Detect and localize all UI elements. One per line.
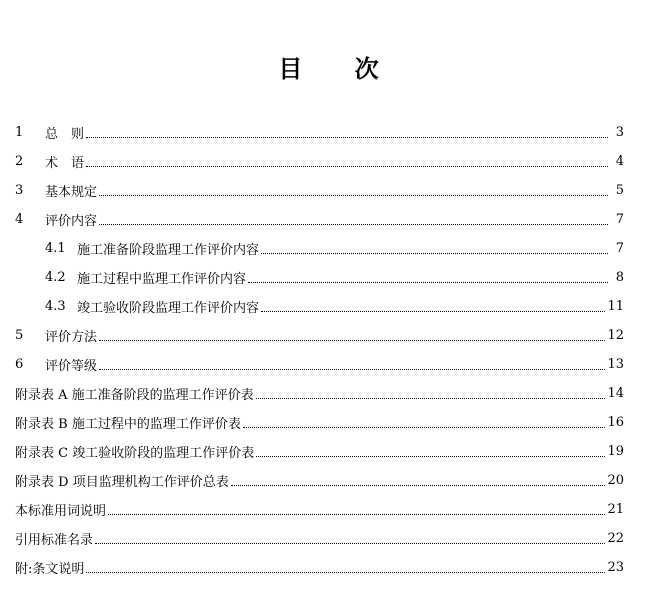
toc-entry-wording[interactable] xyxy=(0,495,657,524)
table-of-contents xyxy=(0,118,657,582)
toc-entry-label: 总 则 xyxy=(45,127,85,142)
toc-entry-number: 2 xyxy=(15,154,24,169)
toc-entry-2[interactable] xyxy=(0,147,657,176)
toc-entry-page: 20 xyxy=(607,473,624,488)
dot-leader xyxy=(256,398,606,399)
toc-entry-4-2[interactable] xyxy=(0,263,657,292)
toc-entry-number: 4.2 xyxy=(45,270,66,285)
toc-entry-label: 竣工验收阶段监理工作评价内容 xyxy=(77,301,260,316)
dot-leader xyxy=(99,340,605,341)
toc-entry-4[interactable] xyxy=(0,205,657,234)
toc-entry-appendix-b[interactable] xyxy=(0,408,657,437)
toc-entry-appendix-a[interactable] xyxy=(0,379,657,408)
toc-entry-number: 3 xyxy=(15,183,24,198)
toc-entry-3[interactable] xyxy=(0,176,657,205)
dot-leader xyxy=(99,224,608,225)
toc-entry-page: 11 xyxy=(607,299,624,314)
toc-entry-label: 评价内容 xyxy=(45,214,98,229)
dot-leader xyxy=(248,282,608,283)
toc-entry-page: 21 xyxy=(607,502,624,517)
toc-entry-label: 引用标准名录 xyxy=(15,533,94,548)
dot-leader xyxy=(99,369,605,370)
toc-entry-page: 13 xyxy=(607,357,624,372)
toc-entry-page: 19 xyxy=(607,444,624,459)
dot-leader xyxy=(243,427,606,428)
toc-entry-label: 附录表 B 施工过程中的监理工作评价表 xyxy=(15,417,241,432)
toc-entry-6[interactable] xyxy=(0,350,657,379)
toc-entry-explanation[interactable] xyxy=(0,553,657,582)
dot-leader xyxy=(261,253,608,254)
toc-entry-page: 7 xyxy=(615,212,624,227)
dot-leader xyxy=(99,195,608,196)
dot-leader xyxy=(261,311,605,312)
toc-entry-label: 附录表 A 施工准备阶段的监理工作评价表 xyxy=(15,388,254,403)
toc-entry-page: 4 xyxy=(615,154,624,169)
dot-leader xyxy=(86,572,605,573)
toc-entry-label: 评价等级 xyxy=(45,359,98,374)
toc-entry-page: 12 xyxy=(607,328,624,343)
toc-entry-label: 施工过程中监理工作评价内容 xyxy=(77,272,247,287)
toc-entry-appendix-d[interactable] xyxy=(0,466,657,495)
dot-leader xyxy=(86,137,608,138)
toc-entry-label: 附:条文说明 xyxy=(15,562,85,577)
toc-entry-4-1[interactable] xyxy=(0,234,657,263)
toc-entry-page: 14 xyxy=(607,386,624,401)
toc-entry-1[interactable] xyxy=(0,118,657,147)
toc-entry-appendix-c[interactable] xyxy=(0,437,657,466)
toc-entry-number: 6 xyxy=(15,357,24,372)
toc-entry-page: 5 xyxy=(615,183,624,198)
dot-leader xyxy=(231,485,606,486)
toc-entry-page: 22 xyxy=(607,531,624,546)
toc-entry-page: 3 xyxy=(615,125,624,140)
toc-entry-label: 基本规定 xyxy=(45,185,98,200)
page-title: 目 次 xyxy=(278,54,401,83)
toc-entry-number: 4.3 xyxy=(45,299,66,314)
toc-entry-page: 16 xyxy=(607,415,624,430)
toc-entry-label: 附录表 C 竣工验收阶段的监理工作评价表 xyxy=(15,446,255,461)
dot-leader xyxy=(256,456,605,457)
toc-entry-page: 23 xyxy=(607,560,624,575)
toc-entry-number: 5 xyxy=(15,328,24,343)
toc-entry-label: 评价方法 xyxy=(45,330,98,345)
dot-leader xyxy=(86,166,608,167)
toc-entry-label: 术 语 xyxy=(45,156,85,171)
dot-leader xyxy=(95,543,605,544)
toc-entry-5[interactable] xyxy=(0,321,657,350)
toc-entry-number: 1 xyxy=(15,125,24,140)
toc-entry-number: 4 xyxy=(15,212,24,227)
toc-entry-page: 8 xyxy=(615,270,624,285)
toc-entry-page: 7 xyxy=(615,241,624,256)
toc-entry-label: 本标准用词说明 xyxy=(15,504,107,519)
toc-entry-references[interactable] xyxy=(0,524,657,553)
toc-entry-4-3[interactable] xyxy=(0,292,657,321)
toc-entry-label: 施工准备阶段监理工作评价内容 xyxy=(77,243,260,258)
toc-entry-number: 4.1 xyxy=(45,241,66,256)
dot-leader xyxy=(108,514,605,515)
toc-entry-label: 附录表 D 项目监理机构工作评价总表 xyxy=(15,475,229,490)
